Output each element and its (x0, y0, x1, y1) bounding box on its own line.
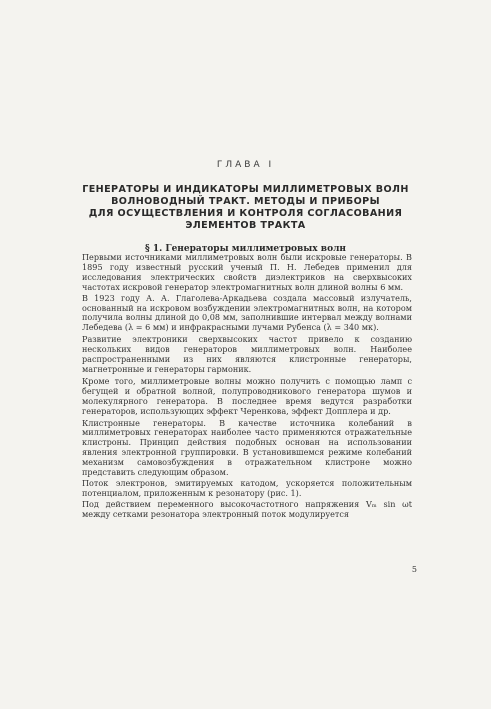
section-heading: § 1. Генераторы миллиметровых волн (144, 244, 346, 254)
paragraph: Поток электронов, эмитируемых катодом, ускоряется положительным потенциалом, приложенным к резонатору (рис. 1). (82, 477, 412, 498)
paragraph: Первыми источниками миллиметровых волн были искровые генераторы. В 1895 году известный русский ученый П. Н. Лебедев применил для исследования электрических свойств диэлектриков на сверхвысоких частотах искровой генератор электромагнитных волн длиной волны 6 мм. (82, 252, 412, 292)
paragraph: В 1923 году А. А. Глаголева-Аркадьева создала массовый излучатель, основанный на искровом возбуждении электромагнитных волн, на котором получила волны длиной до 0,08 мм, заполнившие интервал между волнами Лебедева (λ = 6 мм) и инфракрасными лучами Рубенса (λ = 340 мк). (82, 292, 412, 333)
page-number: 5 (411, 565, 417, 574)
title-line: ВОЛНОВОДНЫЙ ТРАКТ. МЕТОДЫ И ПРИБОРЫ (111, 196, 380, 207)
paragraph: Клистронные генераторы. В качестве источника колебаний в миллиметровых генераторах наиболее часто применяются отражательные клистроны. Принцип действия подобных основан на использовании явления электронной группировки. В установившемся режиме колебаний механизм самовозбуждения в отражательном клистроне можно представить следующим образом. (82, 417, 412, 478)
title-line: ДЛЯ ОСУЩЕСТВЛЕНИЯ И КОНТРОЛЯ СОГЛАСОВАНИЯ (88, 208, 403, 219)
paragraph: Под действием переменного высокочастотного напряжения Vₘ sin ωt между сетками резонатора электронный поток модулируется (82, 498, 412, 519)
chapter-title (40, 184, 451, 232)
body-text (82, 253, 412, 521)
chapter-header (40, 160, 451, 254)
paragraph: Кроме того, миллиметровые волны можно получить с помощью ламп с бегущей и обратной волной, полупроводникового генератора шумов и молекулярного генератора. В последнее время ведутся разработки генераторов, использующих эффект Черенкова, эффект Допплера и др. (82, 375, 412, 416)
title-line: ЭЛЕМЕНТОВ ТРАКТА (185, 220, 306, 231)
chapter-label: ГЛАВА I (216, 160, 275, 170)
title-line: ГЕНЕРАТОРЫ И ИНДИКАТОРЫ МИЛЛИМЕТРОВЫХ ВОЛН (82, 184, 409, 195)
paragraph: Развитие электроники сверхвысоких частот привело к созданию нескольких видов генераторов миллиметровых волн. Наиболее распространенными из них являются клистронные генераторы, магнетронные и генераторы гармоник. (82, 334, 412, 374)
